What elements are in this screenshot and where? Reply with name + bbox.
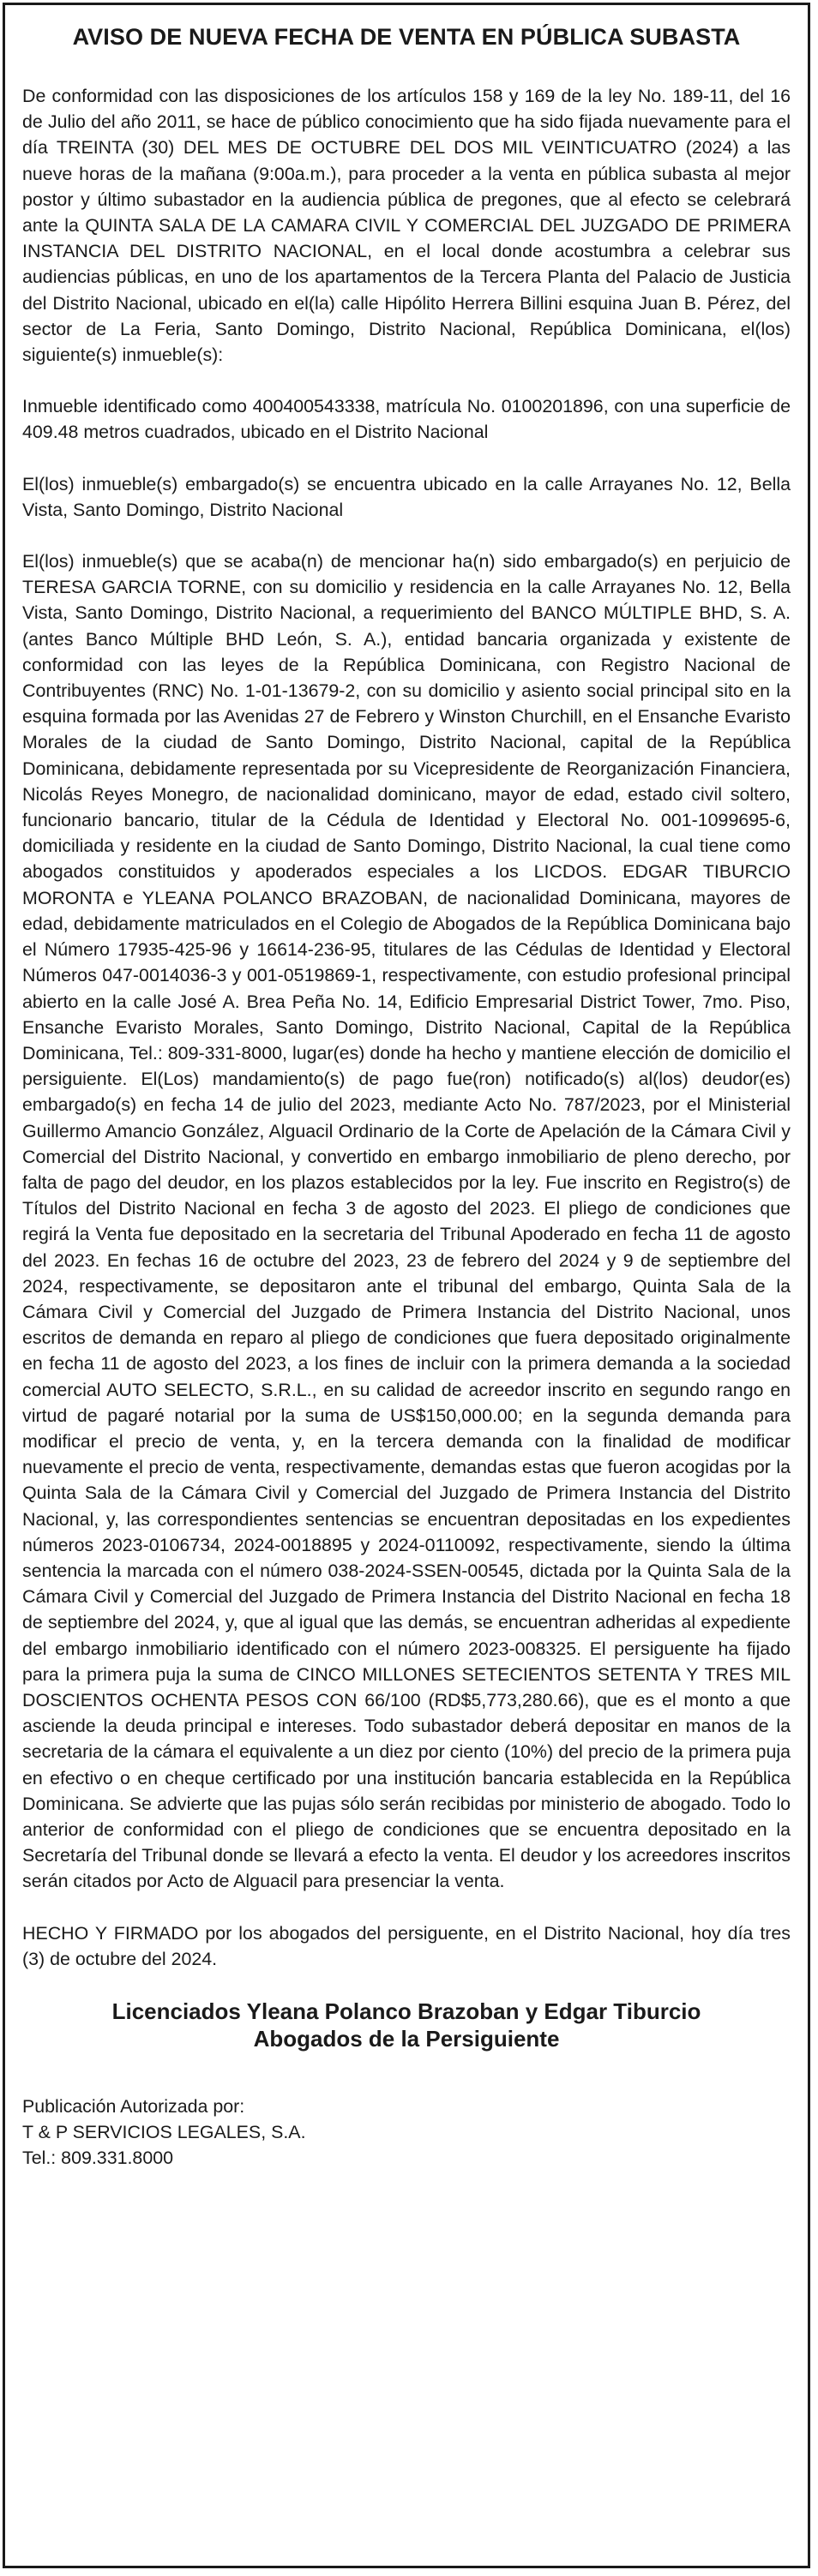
footer-authorized-by: Publicación Autorizada por: xyxy=(22,2096,245,2118)
paragraph-seizure-details: El(los) inmueble(s) que se acaba(n) de mencionar ha(n) sido embargado(s) en perjuicio de TERESA GARCIA TORNE, con su domicilio y residencia en la calle Arrayanes No. 12, Bella Vista, Santo Domingo, Distrito Nacional, a requerimiento del BANCO MÚLTIPLE BHD, S. A. (antes Banco Múltiple BHD León, S. A.), entidad bancaria organizada y existente de conformidad con las leyes de la República Dominicana, con Registro Nacional de Contribuyentes (RNC) No. 1-01-13679-2, con su domicilio y asiento social principal sito en la esquina formada por las Avenidas 27 de Febrero y Winston Churchill, en el Ensanche Evaristo Morales de la ciudad de Santo Domingo, Distrito Nacional, capital de la República Dominicana, debidamente representada por su Vicepresidente de Reorganización Financiera, Nicolás Reyes Monegro, de nacionalidad dominicano, mayor de edad, estado civil soltero, funcionario bancario, titular de la Cédula de Identidad y Electoral No. 001-1099695-6, domiciliada y residente en la ciudad de Santo Domingo, Distrito Nacional, la cual tiene como abogados constituidos y apoderados especiales a los LICDOS. EDGAR TIBURCIO MORONTA e YLEANA POLANCO BRAZOBAN, de nacionalidad Dominicana, mayores de edad, debidamente matriculados en el Colegio de Abogados de la República Dominicana bajo el Número 17935-425-96 y 16614-236-95, titulares de las Cédulas de Identidad y Electoral Números 047-0014036-3 y 001-0519869-1, respectivamente, con estudio profesional principal abierto en la calle José A. Brea Peña No. 14, Edificio Empresarial District Tower, 7mo. Piso, Ensanche Evaristo Morales, Santo Domingo, Distrito Nacional, Capital de la República Dominicana, Tel.: 809-331-8000, lugar(es) donde ha hecho y mantiene elección de domicilio el persiguiente. El(Los) mandamiento(s) de pago fue(ron) notificado(s) al(los) deudor(es) embargado(s) en fecha 14 de julio del 2023, mediante Acto No. 787/2023, por el Ministerial Guillermo Amancio González, Alguacil Ordinario de la Corte de Apelación de la Cámara Civil y Comercial del Distrito Nacional, y convertido en embargo inmobiliario de pleno derecho, por falta de pago del deudor, en los plazos establecidos por la ley. Fue inscrito en Registro(s) de Títulos del Distrito Nacional en fecha 3 de agosto del 2023. El pliego de condiciones que regirá la Venta fue depositado en la secretaria del Tribunal Apoderado en fecha 11 de agosto del 2023. En fechas 16 de octubre del 2023, 23 de febrero del 2024 y 9 de septiembre del 2024, respectivamente, se depositaron ante el tribunal del embargo, Quinta Sala de la Cámara Civil y Comercial del Juzgado de Primera Instancia del Distrito Nacional, unos escritos de demanda en reparo al pliego de condiciones que fuera depositado originalmente en fecha 11 de agosto del 2023, a los fines de incluir con la primera demanda a la sociedad comercial AUTO SELECTO, S.R.L., en su calidad de acreedor inscrito en segundo rango en virtud de pagaré notarial por la suma de US$150,000.00; en la segunda demanda para modificar el precio de venta, y, en la tercera demanda con la finalidad de modificar nuevamente el precio de venta, respectivamente, demandas estas que fueron acogidas por la Quinta Sala de la Cámara Civil y Comercial del Juzgado de Primera Instancia del Distrito Nacional, y, las correspondientes sentencias se encuentran depositadas en los expedientes números 2023-0106734, 2024-0018895 y 2024-0110092, respectivamente, siendo la última sentencia la marcada con el número 038-2024-SSEN-00545, dictada por la Quinta Sala de la Cámara Civil y Comercial del Juzgado de Primera Instancia del Distrito Nacional en fecha 18 de septiembre del 2024, y, que al igual que las demás, se encuentran adheridas al expediente del embargo inmobiliario identificado con el número 2023-008325. El persiguente ha fijado para la primera puja la suma de CINCO MILLONES SETECIENTOS SETENTA Y TRES MIL DOSCIENTOS OCHENTA PESOS CON 66/100 (RD$5,773,280.66), que es el monto a que asciende la deuda principal e intereses. Todo subastador deberá depositar en manos de la secretaria de la cámara el equivalente a un diez por ciento (10%) del precio de la primera puja en efectivo o en cheque certificado por una institución bancaria establecida en la República Dominicana. Se advierte que las pujas sólo serán recibidas por ministerio de abogado. Todo lo anterior de conformidad con el pliego de condiciones que se encuentra depositado en la Secretaría del Tribunal donde se llevará a efecto la venta. El deudor y los acreedores inscritos serán citados por Acto de Alguacil para presenciar la venta. xyxy=(22,551,791,1892)
publication-footer xyxy=(22,2094,791,2172)
signature-lawyers: Licenciados Yleana Polanco Brazoban y Edgar Tiburcio xyxy=(111,1998,701,2025)
footer-company: T & P SERVICIOS LEGALES, S.A. xyxy=(22,2122,306,2143)
signature-block xyxy=(22,1998,791,2052)
paragraph-auction-date: De conformidad con las disposiciones de los artículos 158 y 169 de la ley No. 189-11, del 16 de Julio del año 2011, se hace de público conocimiento que ha sido fijada nuevamente para el día TREINTA (30) DEL MES DE OCTUBRE DEL DOS MIL VEINTICUATRO (2024) a las nueve horas de la mañana (9:00a.m.), para proceder a la venta en pública subasta al mejor postor y último subastador en la audiencia pública de pregones, que al efecto se celebrará ante la QUINTA SALA DE LA CAMARA CIVIL Y COMERCIAL DEL JUZGADO DE PRIMERA INSTANCIA DEL DISTRITO NACIONAL, en el local donde acostumbra a celebrar sus audiencias públicas, en uno de los apartamentos de la Tercera Planta del Palacio de Justicia del Distrito Nacional, ubicado en el(la) calle Hipólito Herrera Billini esquina Juan B. Pérez, del sector de La Feria, Santo Domingo, Distrito Nacional, República Dominicana, el(los) siguiente(s) inmueble(s): xyxy=(22,86,791,366)
paragraph-signed: HECHO Y FIRMADO por los abogados del persiguente, en el Distrito Nacional, hoy día tres (3) de octubre del 2024. xyxy=(22,1922,791,1969)
paragraph-property-id: Inmueble identificado como 400400543338, matrícula No. 0100201896, con una superficie de 409.48 metros cuadrados, ubicado en el Distrito Nacional xyxy=(22,396,791,443)
signature-role: Abogados de la Persiguiente xyxy=(253,2026,560,2052)
legal-notice xyxy=(3,3,810,2568)
notice-title: AVISO DE NUEVA FECHA DE VENTA EN PÚBLICA SUBASTA xyxy=(72,24,741,50)
paragraph-property-location: El(los) inmueble(s) embargado(s) se encuentra ubicado en la calle Arrayanes No. 12, Bella Vista, Santo Domingo, Distrito Nacional xyxy=(22,473,791,520)
footer-phone: Tel.: 809.331.8000 xyxy=(22,2148,174,2169)
